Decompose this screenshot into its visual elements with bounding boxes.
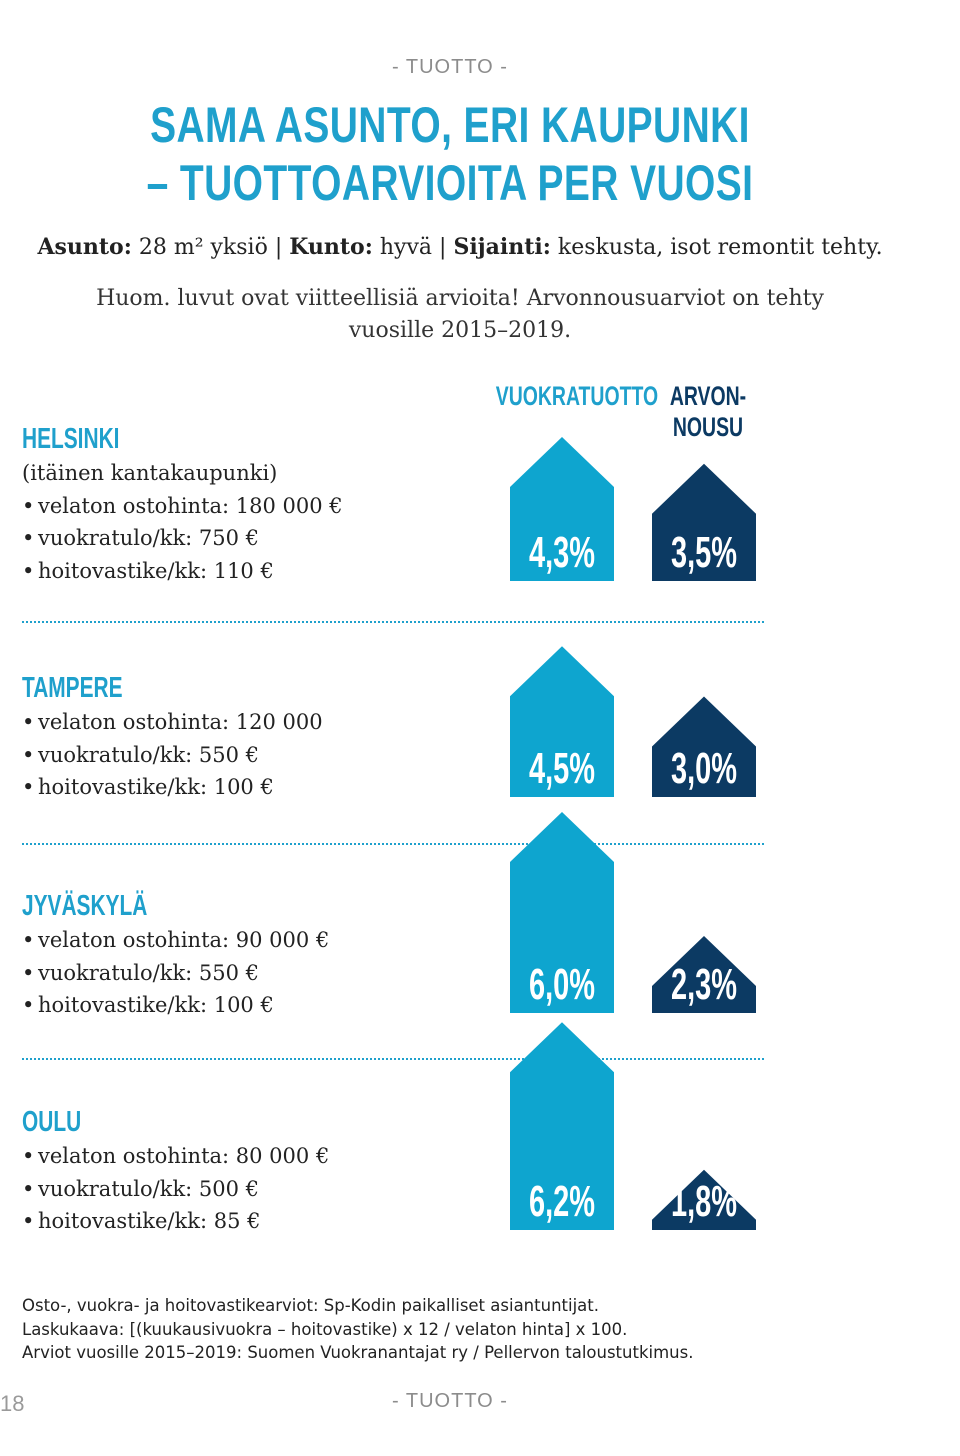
detail-text: hoitovastike/kk: 100 €: [38, 775, 274, 799]
bullet: •: [22, 928, 35, 952]
kunto-value: hyvä: [379, 235, 433, 260]
house-value-label: 3,5%: [671, 528, 737, 577]
house-value-label: 2,3%: [671, 960, 737, 1009]
house-value-label: 1,8%: [671, 1177, 737, 1226]
detail-text: velaton ostohinta: 90 000 €: [38, 928, 330, 952]
page-number: 18: [0, 1391, 25, 1416]
bullet: •: [22, 993, 35, 1017]
detail-text: velaton ostohinta: 180 000 €: [38, 493, 343, 518]
footer-notes: [22, 1294, 922, 1365]
detail-text: hoitovastike/kk: 110 €: [38, 558, 274, 583]
note-line2: vuosille 2015–2019.: [348, 318, 572, 343]
bullet: •: [22, 1209, 35, 1233]
bullet: •: [22, 742, 35, 767]
section-label-top: - TUOTTO -: [392, 56, 508, 78]
sijainti-label: Sijainti:: [453, 234, 551, 260]
bullet: •: [22, 960, 35, 985]
divider: |: [274, 235, 283, 260]
asunto-label: Asunto:: [37, 234, 132, 260]
footer-line: Arviot vuosille 2015–2019: Suomen Vuokranantajat ry / Pellervon taloustutkimus.: [22, 1343, 694, 1362]
city-name: HELSINKI: [22, 423, 120, 455]
detail-text: vuokratulo/kk: 550 €: [38, 960, 260, 985]
detail-text: velaton ostohinta: 80 000 €: [38, 1144, 330, 1168]
section-label-bottom: - TUOTTO -: [392, 1390, 508, 1412]
detail-text: velaton ostohinta: 120 000: [38, 710, 323, 734]
page-title-line2: – TUOTTOARVIOITA PER VUOSI: [146, 155, 754, 211]
bullet: •: [22, 1144, 35, 1168]
asunto-value: 28 m² yksiö: [138, 235, 268, 260]
bullet: •: [22, 1176, 35, 1201]
page-title-line1: SAMA ASUNTO, ERI KAUPUNKI: [150, 97, 750, 153]
bullet: •: [22, 775, 35, 799]
divider: |: [439, 235, 447, 260]
detail-text: hoitovastike/kk: 100 €: [38, 993, 274, 1017]
footer-line: Laskukaava: [(kuukausivuokra – hoitovastike) x 12 / velaton hinta] x 100.: [22, 1319, 628, 1339]
city-name: OULU: [22, 1106, 82, 1138]
house-value-label: 4,5%: [529, 744, 595, 793]
house-value-label: 4,3%: [529, 528, 595, 577]
city-subtitle: (itäinen kantakaupunki): [22, 461, 278, 485]
column-header-value-line1: ARVON-: [669, 381, 747, 411]
house-value-label: 6,2%: [529, 1177, 595, 1226]
detail-text: vuokratulo/kk: 550 €: [38, 742, 260, 767]
house-value-label: 6,0%: [529, 960, 595, 1009]
column-header-value-line2: NOUSU: [672, 412, 744, 442]
bullet: •: [22, 710, 35, 734]
note-line1: Huom. luvut ovat viitteellisiä arvioita! Arvonnousuarviot on tehty: [96, 286, 824, 311]
sijainti-value: keskusta, isot remontit tehty.: [557, 235, 883, 260]
bullet: •: [22, 558, 35, 583]
column-header-rent-yield: VUOKRATUOTTO: [495, 381, 659, 411]
footer-line: Osto-, vuokra- ja hoitovastikearviot: Sp-Kodin paikalliset asiantuntijat.: [22, 1296, 599, 1315]
kunto-label: Kunto:: [289, 234, 373, 260]
city-name: TAMPERE: [22, 672, 123, 704]
bullet: •: [22, 526, 35, 550]
house-value-label: 3,0%: [671, 744, 737, 793]
bullet: •: [22, 493, 35, 518]
detail-text: hoitovastike/kk: 85 €: [38, 1209, 261, 1233]
city-name: JYVÄSKYLÄ: [22, 890, 148, 922]
detail-text: vuokratulo/kk: 750 €: [38, 526, 260, 550]
detail-text: vuokratulo/kk: 500 €: [38, 1176, 260, 1201]
